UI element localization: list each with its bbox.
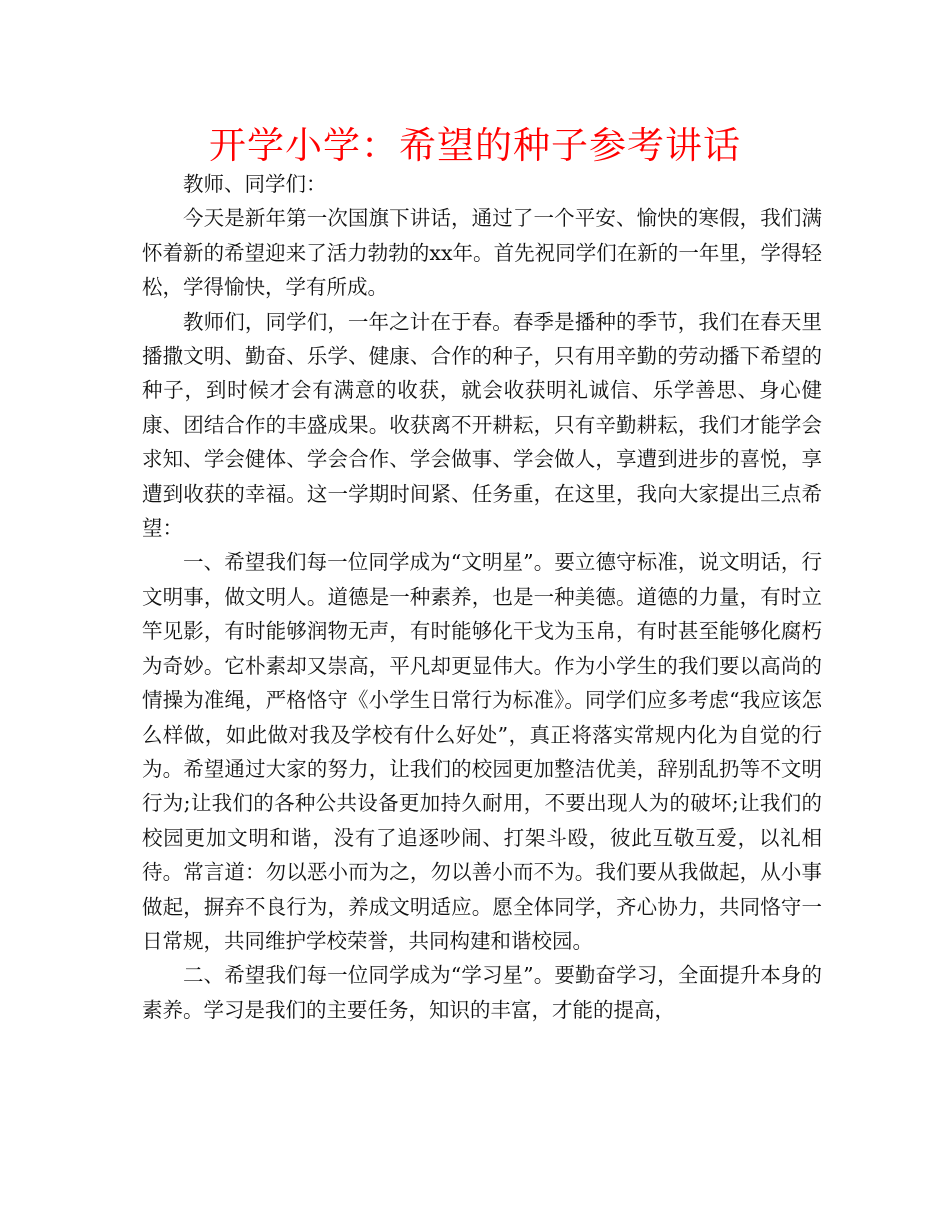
paragraph-4: 二、希望我们每一位同学成为“学习星”。要勤奋学习，全面提升本身的素养。学习是我们的主要任务，知识的丰富，才能的提高， [142,963,822,1022]
paragraph-greeting: 教师、同学们： [183,172,327,196]
document-title: 开学小学：希望的种子参考讲话 [209,124,741,167]
document-body [142,167,822,1027]
paragraph-2: 教师们，同学们，一年之计在于春。春季是播种的季节，我们在春天里播撒文明、勤奋、乐学、健康、合作的种子，只有用辛勤的劳动播下希望的种子，到时候才会有满意的收获，就会收获明礼诚信、乐学善思、身心健康、团结合作的丰盛成果。收获离不开耕耘，只有辛勤耕耘，我们才能学会求知、学会健体、学会合作、学会做事、学会做人，享遭到进步的喜悦，享遭到收获的幸福。这一学期时间紧、任务重，在这里，我向大家提出三点希望： [142,309,822,541]
paragraph-1: 今天是新年第一次国旗下讲话，通过了一个平安、愉快的寒假，我们满怀着新的希望迎来了活力勃勃的xx年。首先祝同学们在新的一年里，学得轻松，学得愉快，学有所成。 [142,206,822,300]
paragraph-3: 一、希望我们每一位同学成为“文明星”。要立德守标准，说文明话，行文明事，做文明人。道德是一种素养，也是一种美德。道德的力量，有时立竿见影，有时能够润物无声，有时能够化干戈为玉帛，有时甚至能够化腐朽为奇妙。它朴素却又崇高，平凡却更显伟大。作为小学生的我们要以高尚的情操为准绳，严格恪守《小学生日常行为标准》。同学们应多考虑“我应该怎么样做，如此做对我及学校有什么好处”，真正将落实常规内化为自觉的行为。希望通过大家的努力，让我们的校园更加整洁优美，辞别乱扔等不文明行为;让我们的各种公共设备更加持久耐用，不要出现人为的破坏;让我们的校园更加文明和谐，没有了追逐吵闹、打架斗殴，彼此互敬互爱，以礼相待。常言道：勿以恶小而为之，勿以善小而不为。我们要从我做起，从小事做起，摒弃不良行为，养成文明适应。愿全体同学，齐心协力，共同恪守一日常规，共同维护学校荣誉，共同构建和谐校园。 [142,550,822,953]
